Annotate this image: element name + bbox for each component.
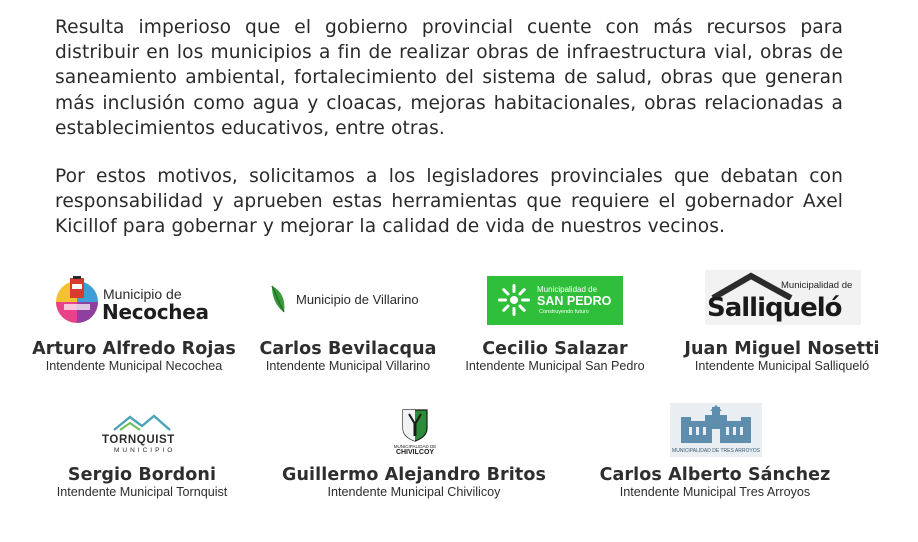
signatory-role: Intendente Municipal Necochea [45,359,223,373]
signatory-bevilacqua [246,339,450,374]
signatory-role: Intendente Municipal Chivilicoy [327,485,501,499]
chivilcoy-logo-line1: MUNICIPALIDAD DE [393,444,437,449]
necochea-logo [54,276,216,326]
sanpedro-logo [487,276,623,325]
necochea-logo-line2: Necochea [102,300,209,324]
sanpedro-logo-line3: Construyendo futuro [539,309,589,315]
necochea-emblem-icon [54,276,100,324]
signatory-role: Intendente Municipal Villarino [265,359,431,373]
necochea-logo-line1: Municipio de [103,286,182,302]
signatory-role: Intendente Municipal Salliqueló [694,359,870,373]
signatory-name: Carlos Bevilacqua [259,339,437,359]
tornquist-logo-line1: TORNQUIST [102,434,175,446]
signatory-role: Intendente Municipal Tres Arroyos [619,485,811,499]
signatory-britos [276,465,552,500]
signatory-name: Carlos Alberto Sánchez [599,465,831,485]
salliquelo-logo-line1: Municipalidad de [781,280,853,291]
salliquelo-logo-line2: Salliqueló [707,293,842,323]
signatory-name: Juan Miguel Nosetti [684,339,880,359]
sanpedro-logo-line2: SAN PEDRO [537,294,612,308]
sanpedro-sun-icon [497,283,531,317]
tornquist-mountains-icon [112,414,172,432]
signatory-name: Sergio Bordoni [67,465,217,485]
signatory-name: Cecilio Salazar [482,339,628,359]
villarino-leaf-icon [268,284,290,314]
sanpedro-logo-line1: Municipalidad de [537,285,598,294]
signatory-name: Guillermo Alejandro Britos [282,465,546,485]
tresarroyos-building-icon [679,405,753,445]
tornquist-logo [98,414,186,458]
signatory-name: Arturo Alfredo Rojas [32,339,236,359]
signatory-salazar [448,339,662,374]
signatory-nosetti [672,339,892,374]
signatory-role: Intendente Municipal San Pedro [465,359,645,373]
tresarroyos-logo-caption: MUNICIPALIDAD DE TRES ARROYOS [672,448,760,454]
tresarroyos-logo [670,403,762,457]
signatory-sanchez [590,465,840,500]
tornquist-logo-line2: MUNICIPIO [114,447,176,454]
paragraph-motives: Por estos motivos, solicitamos a los legisladores provinciales que debatan con responsabilidad y aprueben estas herramientas que requiere el gobernador Axel Kicillof para gobernar y mejorar la calidad de vida de nuestros vecinos. [55,166,843,238]
villarino-logo [268,284,428,316]
signatory-rojas [20,339,248,374]
chivilcoy-logo [393,408,437,458]
chivilcoy-logo-line2: CHIVILCOY [395,449,435,456]
paragraph-resources: Resulta imperioso que el gobierno provincial cuente con más recursos para distribuir en los municipios a fin de realizar obras de infraestructura vial, obras de saneamiento ambiental, fortalecimiento del sistema de salud, obras que generan más inclusión como agua y cloacas, mejoras habitacionales, obras relacionadas a establecimientos educativos, entre otras. [55,17,843,139]
signatory-role: Intendente Municipal Tornquist [56,485,228,499]
chivilcoy-shield-icon [401,408,429,442]
villarino-logo-text: Municipio de Villarino [296,292,419,307]
signatory-bordoni [26,465,258,500]
salliquelo-logo [705,270,861,325]
